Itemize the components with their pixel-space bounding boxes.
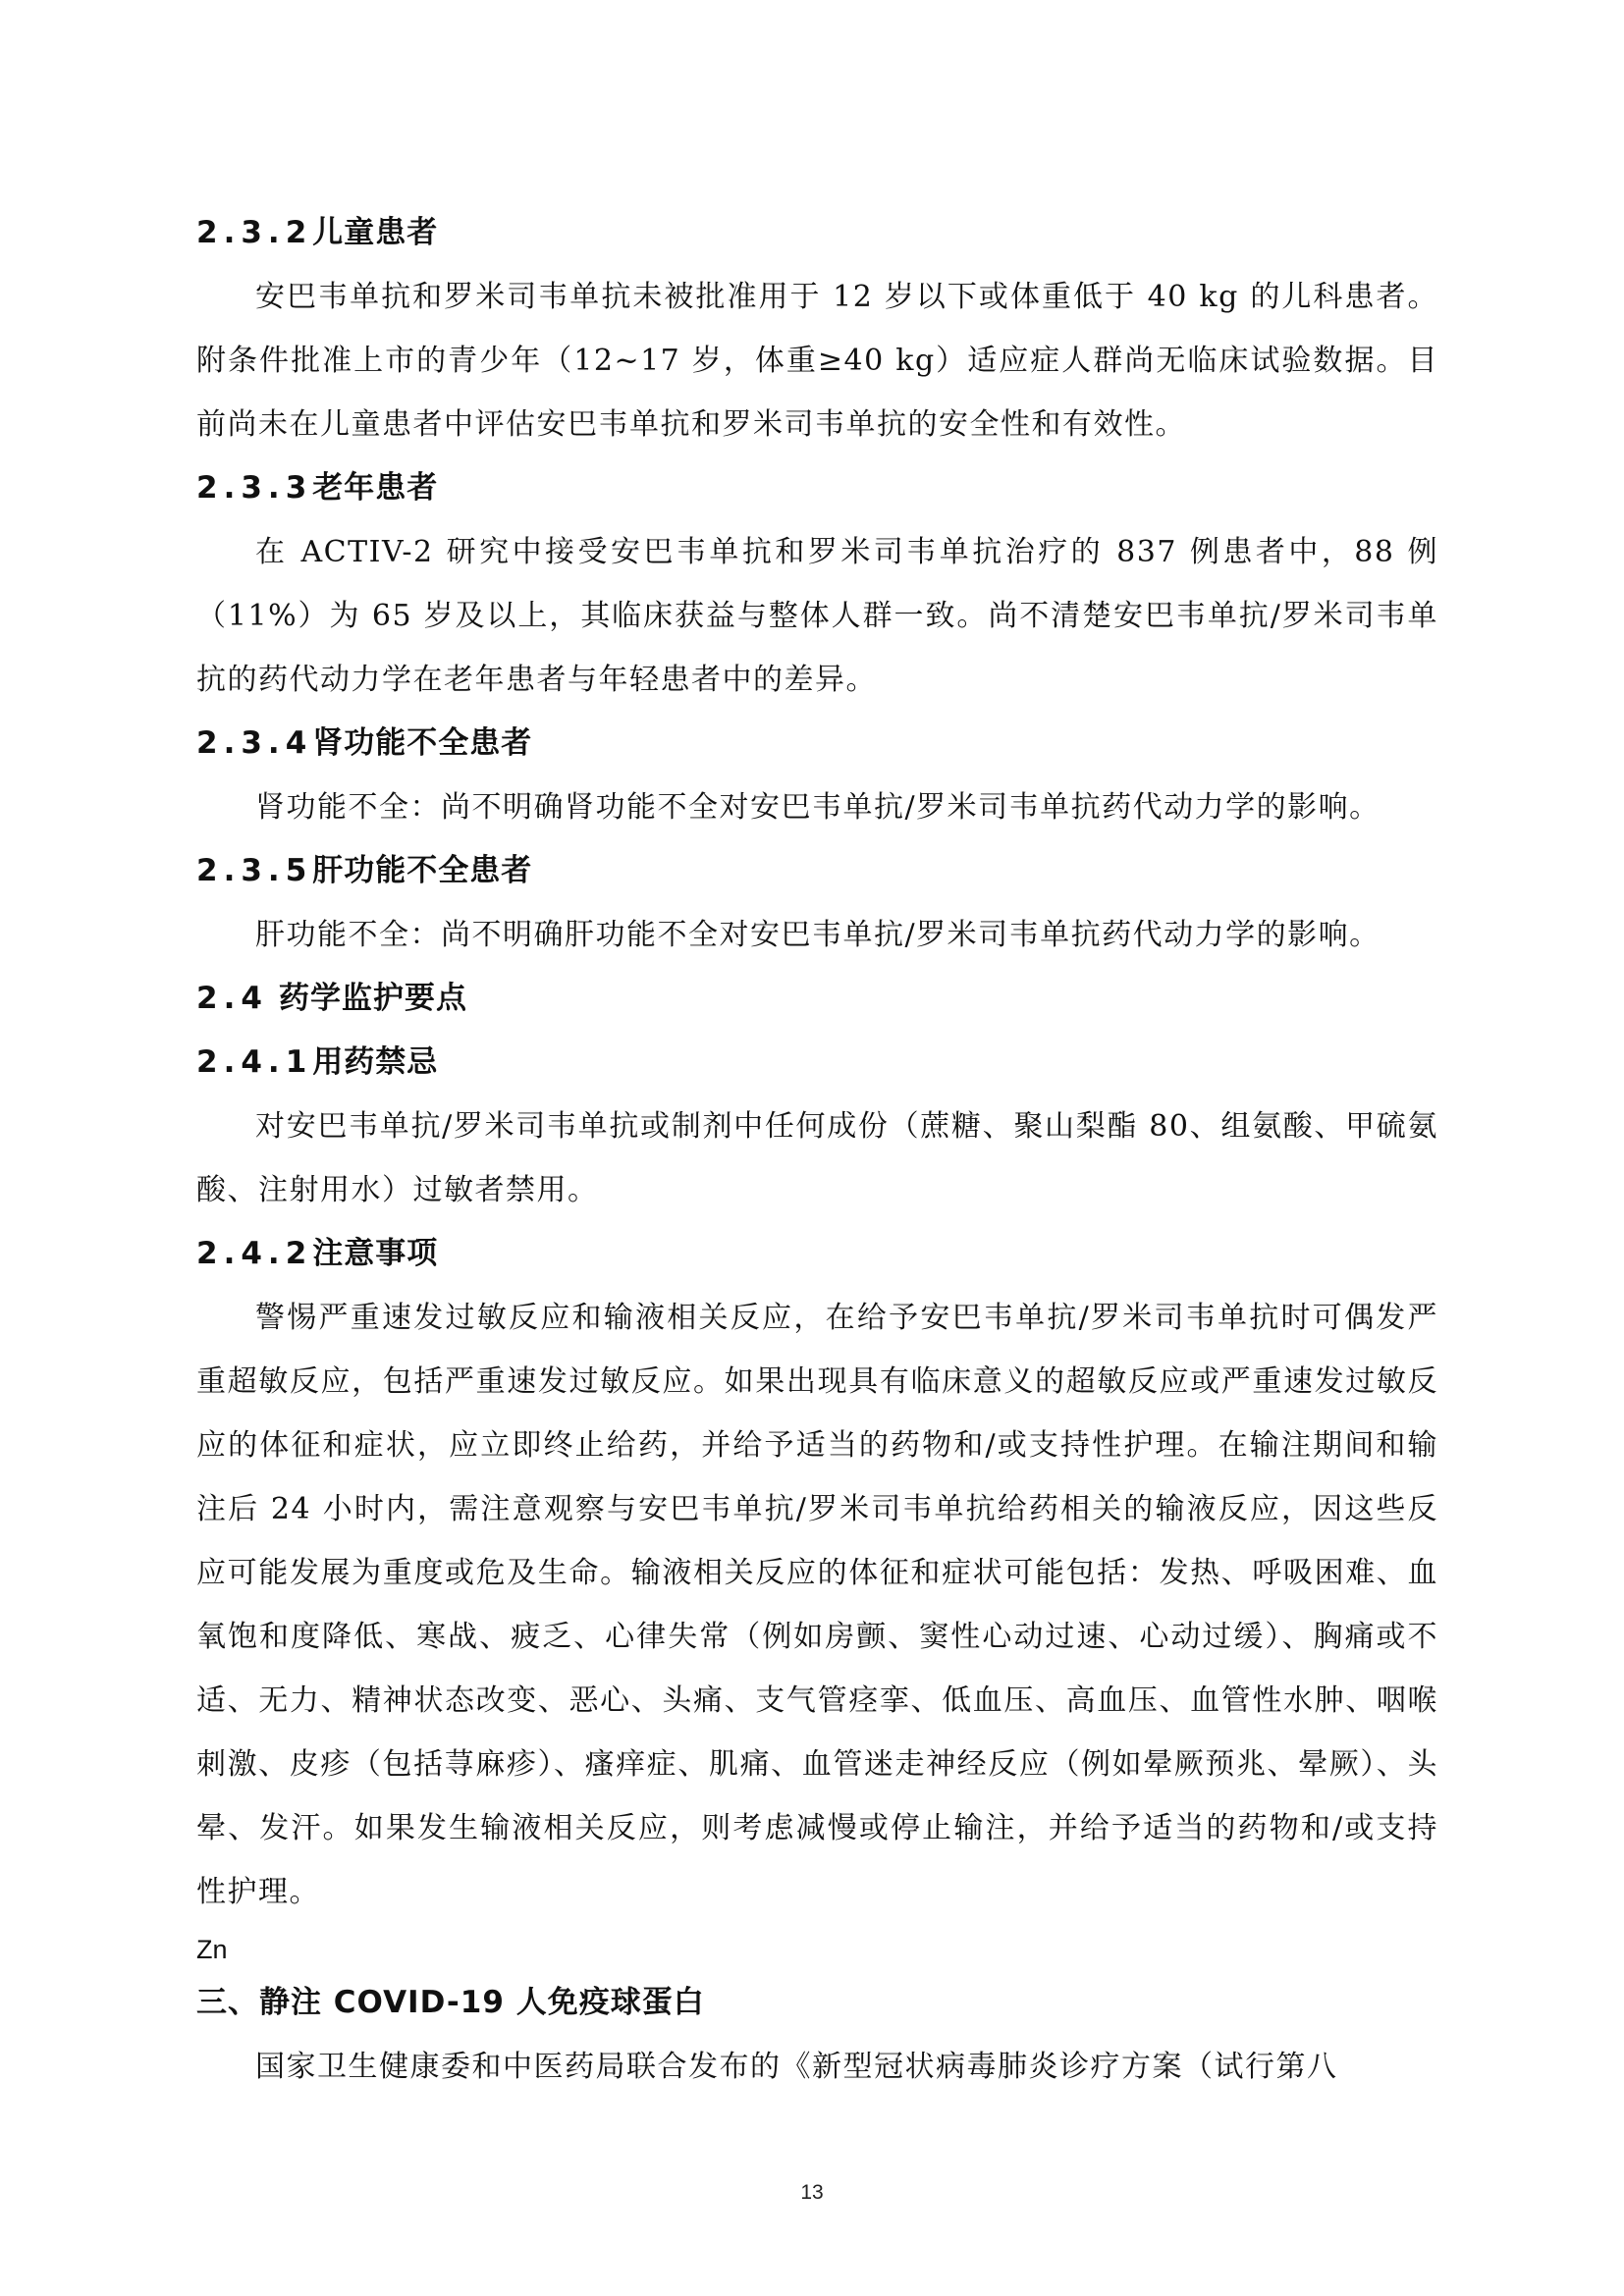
heading-number: 2.4.2 — [196, 1236, 313, 1271]
heading-number: 2.3.3 — [196, 470, 313, 506]
heading-number: 2.3.2 — [196, 215, 313, 250]
heading-number: 2.3.5 — [196, 853, 313, 888]
heading-title: 老年患者 — [312, 470, 439, 506]
heading-number: 2.4.1 — [196, 1044, 313, 1080]
heading-title: 用药禁忌 — [312, 1044, 439, 1080]
heading-2-4-1 — [196, 1031, 1438, 1095]
page-number: 13 — [800, 2181, 824, 2204]
paragraph-hepatic: 肝功能不全：尚不明确肝功能不全对安巴韦单抗/罗米司韦单抗药代动力学的影响。 — [255, 918, 1380, 952]
paragraph-renal: 肾功能不全：尚不明确肾功能不全对安巴韦单抗/罗米司韦单抗药代动力学的影响。 — [255, 790, 1380, 825]
heading-title: 肾功能不全患者 — [312, 725, 533, 761]
heading-2-3-3 — [196, 456, 1438, 520]
heading-2-3-4 — [196, 712, 1438, 775]
paragraph-elderly: 在 ACTIV-2 研究中接受安巴韦单抗和罗米司韦单抗治疗的 837 例患者中，88 例（11%）为 65 岁及以上，其临床获益与整体人群一致。尚不清楚安巴韦单抗/罗米司韦单抗的药代动力学在老年患者与年轻患者中的差异。 — [196, 535, 1438, 697]
paragraph-precautions: 警惕严重速发过敏反应和输液相关反应，在给予安巴韦单抗/罗米司韦单抗时可偶发严重超敏反应，包括严重速发过敏反应。如果出现具有临床意义的超敏反应或严重速发过敏反应的体征和症状，应立即终止给药，并给予适当的药物和/或支持性护理。在输注期间和输注后 24 小时内，需注意观察与安巴韦单抗/罗米司韦单抗给药相关的输液反应，因这些反应可能发展为重度或危及生命。输液相关反应的体征和症状可能包括：发热、呼吸困难、血氧饱和度降低、寒战、疲乏、心律失常（例如房颤、窦性心动过速、心动过缓）、胸痛或不适、无力、精神状态改变、恶心、头痛、支气管痉挛、低血压、高血压、血管性水肿、咽喉刺激、皮疹（包括荨麻疹）、瘙痒症、肌痛、血管迷走神经反应（例如晕厥预兆、晕厥）、头晕、发汗。如果发生输液相关反应，则考虑减慢或停止输注，并给予适当的药物和/或支持性护理。 — [196, 1301, 1438, 1909]
heading-number: 2.3.4 — [196, 725, 313, 761]
paragraph-ivig-intro: 国家卫生健康委和中医药局联合发布的《新型冠状病毒肺炎诊疗方案（试行第八 — [255, 2050, 1338, 2084]
stray-text: Zn — [196, 1935, 228, 1964]
section-heading-3: 三、静注 COVID-19 人免疫球蛋白 — [196, 1985, 705, 2020]
heading-title: 肝功能不全患者 — [312, 853, 533, 888]
heading-2-4-2 — [196, 1222, 1438, 1286]
heading-number: 2.4 — [196, 981, 268, 1016]
heading-title: 药学监护要点 — [279, 981, 467, 1016]
paragraph-contraindications: 对安巴韦单抗/罗米司韦单抗或制剂中任何成份（蔗糖、聚山梨酯 80、组氨酸、甲硫氨酸、注射用水）过敏者禁用。 — [196, 1109, 1438, 1207]
heading-title: 注意事项 — [312, 1236, 439, 1271]
heading-title: 儿童患者 — [312, 215, 439, 250]
document-page — [196, 201, 1438, 2099]
heading-2-4 — [196, 967, 1438, 1031]
heading-2-3-5 — [196, 839, 1438, 903]
paragraph-pediatric: 安巴韦单抗和罗米司韦单抗未被批准用于 12 岁以下或体重低于 40 kg 的儿科患者。附条件批准上市的青少年（12~17 岁，体重≥40 kg）适应症人群尚无临床试验数据。目前尚未在儿童患者中评估安巴韦单抗和罗米司韦单抗的安全性和有效性。 — [196, 280, 1438, 442]
heading-2-3-2 — [196, 201, 1438, 265]
